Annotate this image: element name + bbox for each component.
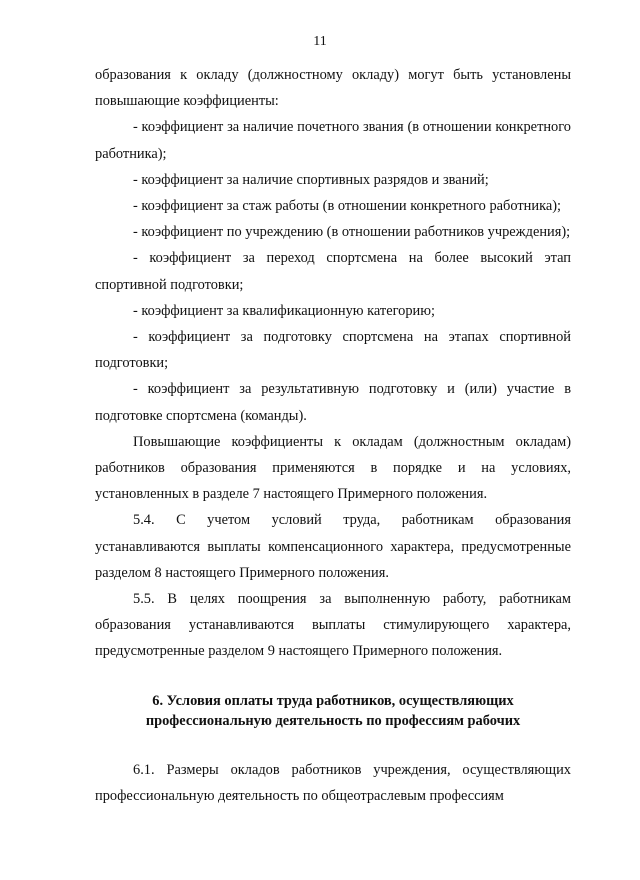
paragraph-coefficients-application: Повышающие коэффициенты к окладам (должностным окладам) работников образования применяются в порядке и на условиях, установленных в разделе 7 настоящего Примерного положения. (95, 433, 571, 503)
list-item-institution: - коэффициент по учреждению (в отношении работников учреждения); (133, 224, 571, 241)
paragraph-intro: образования к окладу (должностному окладу) могут быть установлены повышающие коэффициенты: (95, 67, 571, 110)
list-item-sports-ranks: - коэффициент за наличие спортивных разрядов и званий; (133, 171, 489, 188)
list-item-work-experience: - коэффициент за стаж работы (в отношении конкретного работника); (133, 198, 562, 215)
section-heading-line-1: 6. Условия оплаты труда работников, осуществляющих (152, 692, 514, 709)
document-body (95, 62, 571, 809)
paragraph-5-5: 5.5. В целях поощрения за выполненную работу, работникам образования устанавливаются выплаты стимулирующего характера, предусмотренные разделом 9 настоящего Примерного положения. (95, 591, 571, 660)
list-item-qualification: - коэффициент за квалификационную категорию; (133, 302, 435, 319)
list-item-training-stages: - коэффициент за подготовку спортсмена на этапах спортивной подготовки; (95, 329, 571, 372)
list-item-effective-training: - коэффициент за результативную подготовку и (или) участие в подготовке спортсмена (команды). (95, 381, 571, 424)
section-spacer (95, 665, 571, 691)
section-heading-line-2: профессиональную деятельность по профессиям рабочих (145, 712, 521, 729)
paragraph-6-1: 6.1. Размеры окладов работников учреждения, осуществляющих профессиональную деятельность по общеотраслевым профессиям (95, 761, 571, 804)
list-item-higher-stage: - коэффициент за переход спортсмена на более высокий этап спортивной подготовки; (95, 250, 571, 293)
page-number: 11 (313, 34, 327, 49)
list-item-honorary-title: - коэффициент за наличие почетного звания (в отношении конкретного работника); (95, 119, 571, 162)
section-heading (95, 691, 571, 731)
section-spacer-2 (95, 731, 571, 757)
paragraph-5-4: 5.4. С учетом условий труда, работникам образования устанавливаются выплаты компенсационного характера, предусмотренные разделом 8 настоящего Примерного положения. (95, 512, 571, 581)
